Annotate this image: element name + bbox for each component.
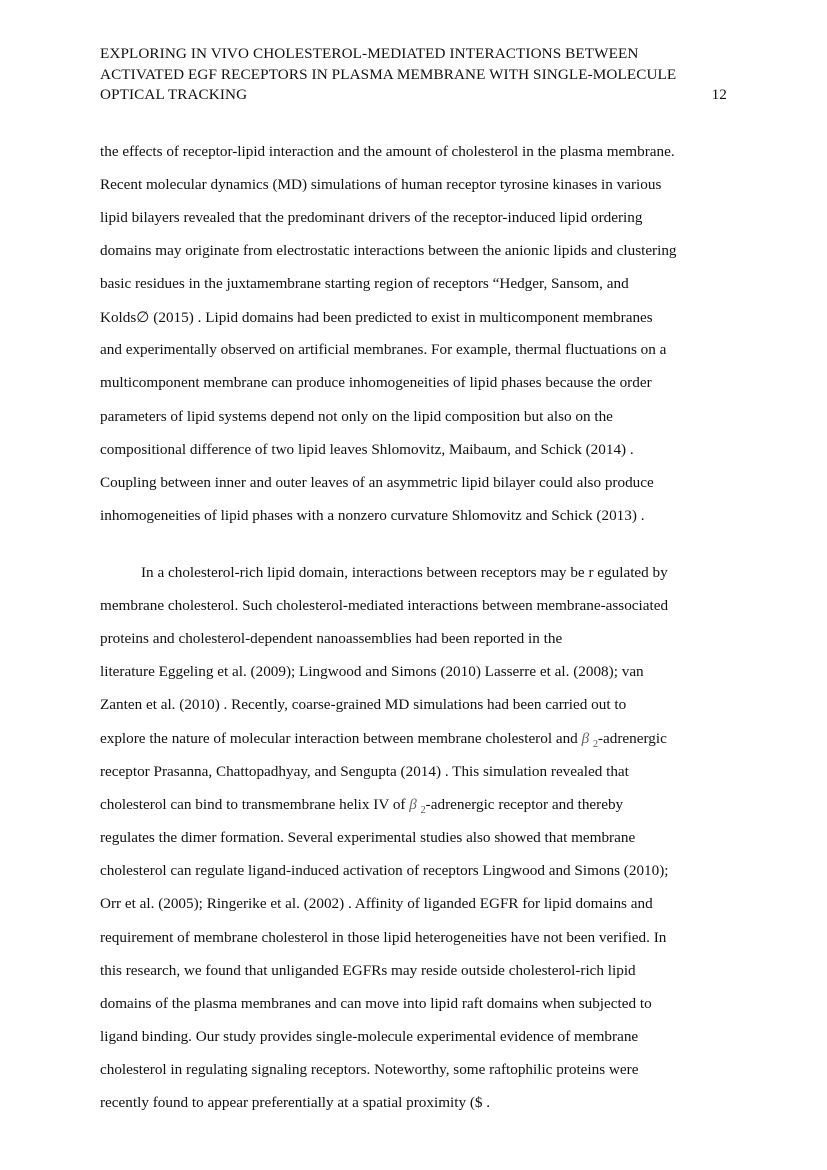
text-line: inhomogeneities of lipid phases with a nonzero curvature Shlomovitz and Schick (2013) . [100,507,645,524]
text-line: multicomponent membrane can produce inhomogeneities of lipid phases because the order [100,374,652,391]
header-last-line [100,85,727,106]
text-line: the effects of receptor-lipid interaction and the amount of cholesterol in the plasma membrane. [100,143,675,160]
text-line: literature Eggeling et al. (2009); Lingwood and Simons (2010) Lasserre et al. (2008); van [100,663,644,680]
text-line: lipid bilayers revealed that the predominant drivers of the receptor-induced lipid ordering [100,209,643,226]
text-line: recently found to appear preferentially at a spatial proximity ($ . [100,1094,491,1111]
subscript: 2 [592,739,598,750]
text-segment: explore the nature of molecular interaction between membrane cholesterol and [100,730,582,747]
page-number: 12 [711,86,727,103]
text-segment: -adrenergic [597,730,667,747]
header-title-line: OPTICAL TRACKING [100,86,248,103]
text-line [100,730,667,748]
header-title-line: EXPLORING IN VIVO CHOLESTEROL-MEDIATED INTERACTIONS BETWEEN [100,45,639,62]
text-line: requirement of membrane cholesterol in those lipid heterogeneities have not been verified. In [100,929,667,946]
text-line: basic residues in the juxtamembrane starting region of receptors “Hedger, Sansom, and [100,275,629,292]
text-line: compositional difference of two lipid leaves Shlomovitz, Maibaum, and Schick (2014) . [100,441,634,458]
beta-symbol: β [409,796,417,813]
text-line: receptor Prasanna, Chattopadhyay, and Sengupta (2014) . This simulation revealed that [100,763,629,780]
text-line: In a cholesterol-rich lipid domain, interactions between receptors may be r egulated by [141,564,668,581]
text-line: Kolds∅ (2015) . Lipid domains had been predicted to exist in multicomponent membranes [100,309,653,326]
text-line: domains may originate from electrostatic interactions between the anionic lipids and clustering [100,242,677,259]
text-segment: cholesterol can bind to transmembrane helix IV of [100,796,410,813]
text-line: Coupling between inner and outer leaves of an asymmetric lipid bilayer could also produce [100,474,654,491]
text-line: cholesterol in regulating signaling receptors. Noteworthy, some raftophilic proteins were [100,1061,639,1078]
subscript: 2 [420,805,426,816]
text-line: parameters of lipid systems depend not only on the lipid composition but also on the [100,408,613,425]
text-line: and experimentally observed on artificial membranes. For example, thermal fluctuations on a [100,341,667,358]
text-line [100,796,623,814]
text-line: Zanten et al. (2010) . Recently, coarse-grained MD simulations had been carried out to [100,696,627,713]
text-line: Recent molecular dynamics (MD) simulations of human receptor tyrosine kinases in various [100,176,662,193]
header-title-line: ACTIVATED EGF RECEPTORS IN PLASMA MEMBRANE WITH SINGLE-MOLECULE [100,65,677,83]
text-line: ligand binding. Our study provides single-molecule experimental evidence of membrane [100,1028,639,1045]
beta-symbol: β [581,730,590,747]
text-line: this research, we found that unliganded EGFRs may reside outside cholesterol-rich lipid [100,962,636,979]
text-line: proteins and cholesterol-dependent nanoassemblies had been reported in the [100,630,563,647]
text-line: Orr et al. (2005); Ringerike et al. (2002) . Affinity of liganded EGFR for lipid domains and [100,895,653,912]
text-line: domains of the plasma membranes and can move into lipid raft domains when subjected to [100,995,652,1012]
text-line: membrane cholesterol. Such cholesterol-mediated interactions between membrane-associated [100,597,669,614]
text-line: regulates the dimer formation. Several experimental studies also showed that membrane [100,829,636,846]
text-segment: -adrenergic receptor and thereby [425,796,624,813]
running-header [100,44,727,106]
text-line: cholesterol can regulate ligand-induced activation of receptors Lingwood and Simons (2010); [100,862,669,879]
